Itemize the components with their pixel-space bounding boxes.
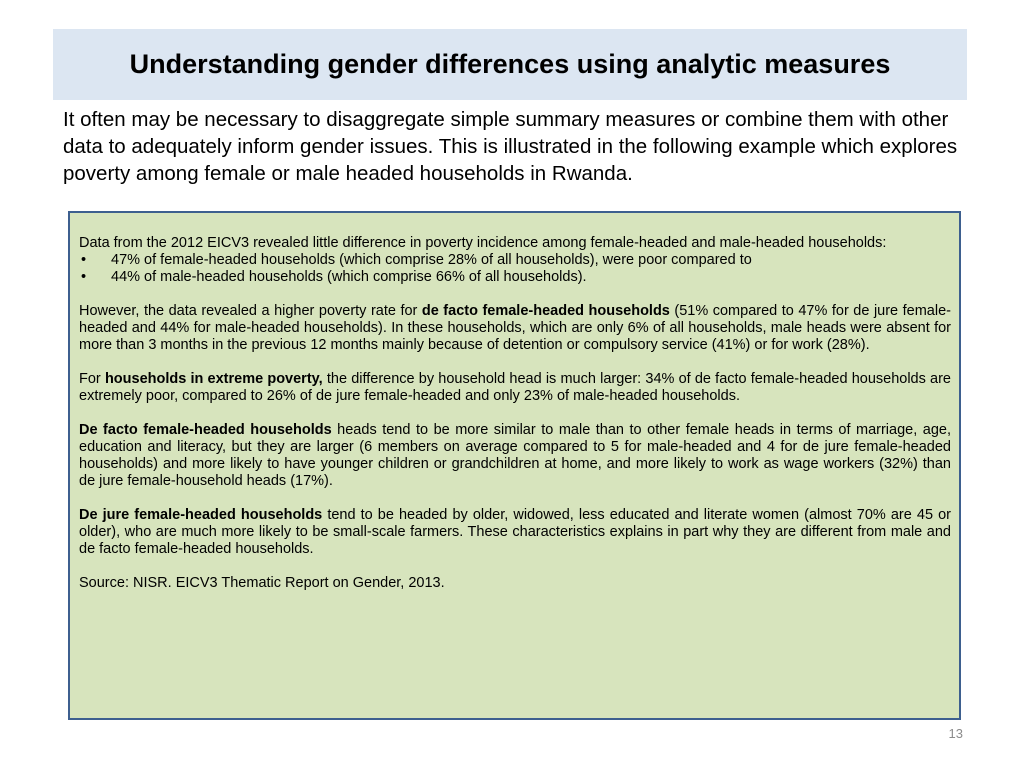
p4-text-end: heads tend to be more similar to male than to other female heads in terms of marriage, age, education and literacy, but they are larger (6 members on average compared to 5 for male-headed and 4 for de jure female-headed households) and more likely to have younger children or grandchildren at home, and more likely to work as wage workers (32%) than de jure female-household heads (17%). xyxy=(79,422,951,489)
p3-text-end: the difference by household head is much larger: 34% of de facto female-headed households are extremely poor, compared to 26% of de jure female-headed and only 23% of male-headed households. xyxy=(79,371,951,404)
box-paragraph-2 xyxy=(79,303,951,354)
title-band xyxy=(53,29,967,100)
bullet-icon: • xyxy=(81,269,87,285)
p2-text-end: (51% compared to 47% for de jure female-headed and 44% for male-headed households). In these households, which are only 6% of all households, male heads were absent for more than 3 months in the previous 12 months mainly because of detention or compulsory service (41%) or for work (28%). xyxy=(79,303,951,353)
source-citation: Source: NISR. EICV3 Thematic Report on Gender, 2013. xyxy=(79,575,445,591)
box-paragraph-1: Data from the 2012 EICV3 revealed little difference in poverty incidence among female-headed and male-headed households: xyxy=(79,235,887,251)
bullet-text: 47% of female-headed households (which comprise 28% of all households), were poor compared to xyxy=(111,252,752,268)
bullet-text: 44% of male-headed households (which comprise 66% of all households). xyxy=(111,269,587,285)
p2-text-start: However, the data revealed a higher poverty rate for xyxy=(79,303,422,319)
list-item xyxy=(79,252,951,269)
page-number: 13 xyxy=(948,726,963,741)
p2-bold-term: de facto female-headed households xyxy=(421,303,670,319)
p5-bold-term: De jure female-headed households xyxy=(79,507,323,523)
p3-text-start: For xyxy=(79,371,105,387)
p4-bold-term: De facto female-headed households xyxy=(79,422,332,438)
list-item xyxy=(79,269,951,286)
slide-title: Understanding gender differences using analytic measures xyxy=(129,49,891,79)
p3-bold-term: households in extreme poverty, xyxy=(104,371,323,387)
box-paragraph-4 xyxy=(79,422,951,490)
bullet-list xyxy=(79,252,951,286)
example-box xyxy=(68,211,961,720)
intro-text: It often may be necessary to disaggregate simple summary measures or combine them with other data to adequately inform gender issues. This is illustrated in the following example which explores poverty among female or male headed households in Rwanda. xyxy=(63,108,958,185)
box-paragraph-3 xyxy=(79,371,951,405)
box-paragraph-5 xyxy=(79,507,951,558)
p5-text-end: tend to be headed by older, widowed, less educated and literate women (almost 70% are 45 or older), who are much more likely to be small-scale farmers. These characteristics explains in part why they are different from male and de facto female-headed households. xyxy=(79,507,951,557)
bullet-icon: • xyxy=(81,252,87,268)
